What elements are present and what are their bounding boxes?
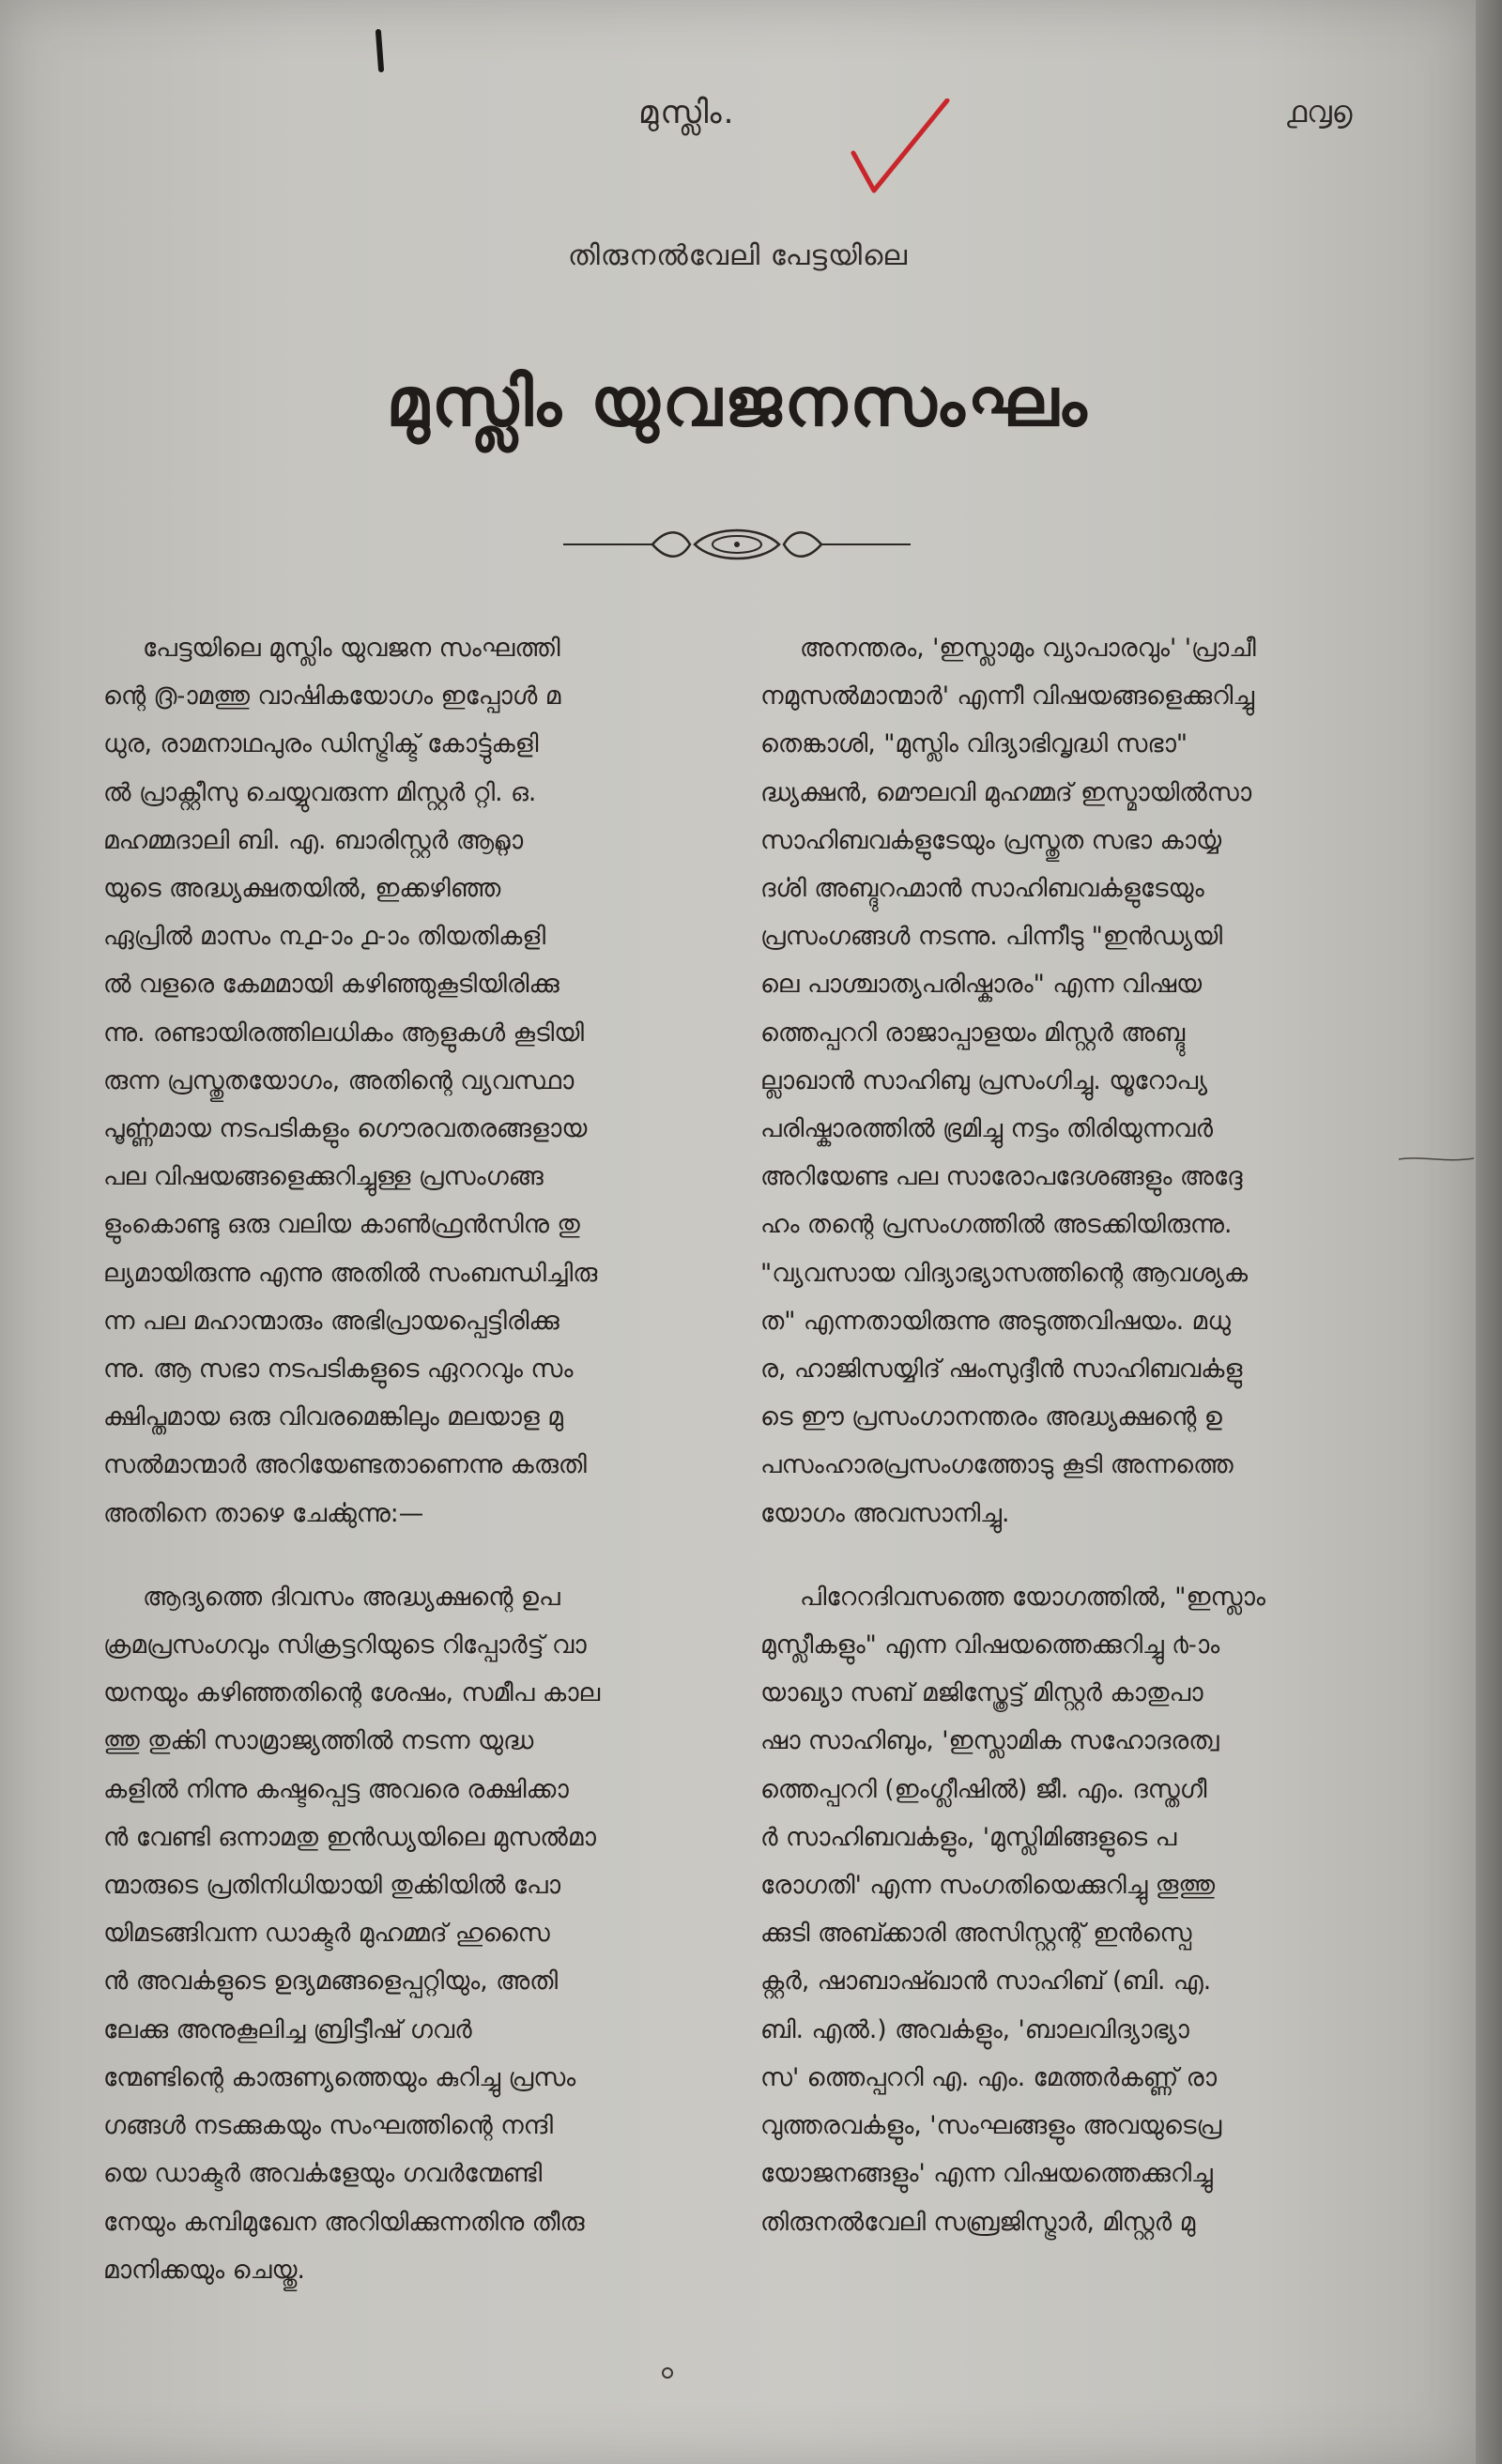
text-line: അനന്തരം, 'ഇസ്ലാമും വ്യാപാരവും' 'പ്രാചീ — [800, 634, 1256, 663]
text-line: യനയും കഴിഞ്ഞതിന്റെ ശേഷം, സമീപ കാല — [103, 1678, 601, 1708]
text-line: ത്തെപ്പററി രാജാപ്പാളയം മിസ്റ്റർ അബ്ദു — [760, 1018, 1186, 1048]
text-line: യാഖ്യാ സബ് മജിസ്ത്രേട്ട് മിസ്റ്റർ കാതുപാ — [760, 1678, 1203, 1708]
text-line: ധുര, രാമനാഥപുരം ഡിസ്ട്രിക്ട് കോൎട്ടുകളി — [103, 729, 539, 759]
text-line: ല്ലാഖാൻ സാഹിബു പ്രസംഗിച്ചു. യൂറോപ്യ — [760, 1065, 1208, 1095]
right-column — [760, 624, 1418, 2246]
text-line: ർ സാഹിബവൎകളും, 'മുസ്ലിമിങ്ങളുടെ പ — [760, 1822, 1177, 1852]
text-line: ദ്ധ്യക്ഷൻ, മൌലവി മുഹമ്മദ് ഇസ്മായിൽസാ — [760, 777, 1252, 807]
right-paragraph-1 — [760, 624, 1418, 1538]
left-paragraph-1 — [103, 624, 760, 1538]
text-line: ന്മേണ്ടിന്റെ കാരുണ്യത്തെയും കുറിച്ചു പ്രസം — [103, 2062, 576, 2092]
text-line: അതിനെ താഴെ ചേൎക്കുന്നു:— — [103, 1498, 424, 1528]
text-line: രുന്ന പ്രസ്തുതയോഗം, അതിന്റെ വ്യവസ്ഥാ — [103, 1065, 575, 1095]
text-line: പൂൎണ്ണമായ നടപടികളും ഗൌരവതരങ്ങളായ — [103, 1114, 588, 1144]
running-title: മുസ്ലിം. — [638, 94, 736, 131]
text-line: ടെ ഈ പ്രസംഗാനന്തരം അദ്ധ്യക്ഷന്റെ ഉ — [760, 1402, 1222, 1432]
text-line: ൻ വേണ്ടി ഒന്നാമതു ഇൻഡ്യയിലെ മുസൽമാ — [103, 1822, 596, 1852]
text-line: ത്തെപ്പററി (ഇംഗ്ലീഷിൽ) ജീ. എം. ദസ്തഗീ — [760, 1774, 1207, 1804]
text-line: ക്ഷിപ്തമായ ഒരു വിവരമെങ്കിലും മലയാള മു — [103, 1402, 563, 1432]
text-line: ന്മാരുടെ പ്രതിനിധിയായി തുൎക്കിയിൽ പോ — [103, 1871, 561, 1901]
left-column — [103, 624, 760, 2294]
text-line: ഹം തന്റെ പ്രസംഗത്തിൽ അടക്കിയിരുന്നു. — [760, 1210, 1233, 1240]
text-line: ല്യമായിരുന്നു എന്നു അതിൽ സംബന്ധിച്ചിരു — [103, 1258, 598, 1288]
text-line: നമുസൽമാന്മാർ' എന്നീ വിഷയങ്ങളെക്കുറിച്ചു — [760, 681, 1255, 712]
text-line: ബി. എൽ.) അവൎകളും, 'ബാലവിദ്യാഭ്യാ — [760, 2014, 1189, 2044]
book-edge — [1476, 0, 1502, 2464]
left-paragraph-2 — [103, 1573, 760, 2294]
text-line: യെ ഡാക്ടർ അവൎകളേയും ഗവർന്മേണ്ടി — [103, 2159, 543, 2189]
decorative-ornament-icon — [563, 521, 911, 568]
text-line: ദൎശി അബ്ദുറഹ്മാൻ സാഹിബവൎകളുടേയും — [760, 874, 1204, 904]
pencil-mark-icon — [371, 28, 390, 80]
text-line: യോഗം അവസാനിച്ചു. — [760, 1498, 1010, 1528]
text-line: മുസ്ലീകളും" എന്ന വിഷയത്തെക്കുറിച്ചു ൪-ാം — [760, 1630, 1220, 1661]
text-line: വുത്തരവൎകളും, 'സംഘങ്ങളും അവയുടെപ്ര — [760, 2111, 1222, 2141]
text-line: രോഗതി' എന്ന സംഗതിയെക്കുറിച്ചു തൂത്തു — [760, 1871, 1216, 1901]
text-line: ത" എന്നതായിരുന്നു അടുത്തവിഷയം. മധു — [760, 1306, 1231, 1336]
text-line: യിമടങ്ങിവന്ന ഡാക്ടർ മുഹമ്മദ് ഹുസൈ — [103, 1919, 550, 1949]
text-line: ന്റെ ൫-ാമത്തു വാൎഷികയോഗം ഇപ്പോൾ മ — [103, 681, 561, 712]
text-line: സാഹിബവൎകളുടേയും പ്രസ്തുത സഭാ കാൎയ്യ — [760, 825, 1222, 855]
text-line: ൽ വളരെ കേമമായി കഴിഞ്ഞുകൂടിയിരിക്കു — [103, 970, 559, 1000]
text-line: തിരുനൽവേലി സബ്രജിസ്ട്രാർ, മിസ്റ്റർ മു — [760, 2207, 1196, 2237]
check-mark-icon — [850, 99, 953, 202]
text-line: ളുംകൊണ്ടു ഒരു വലിയ കാൺഫ്രൻസിനു തു — [103, 1210, 580, 1240]
text-line: തെങ്കാശി, "മുസ്ലിം വിദ്യാഭിവൃദ്ധി സഭാ" — [760, 729, 1188, 759]
text-line: യുടെ അദ്ധ്യക്ഷതയിൽ, ഇക്കഴിഞ്ഞ — [103, 874, 501, 904]
margin-line-mark-icon — [1399, 1150, 1474, 1169]
text-line: ലേക്കു അനുകൂലിച്ച ബ്രിട്ടീഷ് ഗവർ — [103, 2014, 472, 2044]
article-kicker: തിരുനൽവേലി പേട്ടയിലെ — [567, 239, 909, 272]
text-line: ന്നു. രണ്ടായിരത്തിലധികം ആളുകൾ കൂടിയി — [103, 1018, 585, 1048]
text-line: ഗങ്ങൾ നടക്കുകയും സംഘത്തിന്റെ നന്ദി — [103, 2111, 554, 2141]
text-line: മഹമ്മദാലി ബി. എ. ബാരിസ്റ്റർ ആറ്റ്ലാ — [103, 825, 524, 855]
text-line: പസംഹാരപ്രസംഗത്തോടു കൂടി അന്നത്തെ — [760, 1450, 1234, 1480]
text-line: യോജനങ്ങളും' എന്ന വിഷയത്തെക്കുറിച്ചു — [760, 2159, 1213, 2189]
text-line: നേയും കമ്പിമുഖേന അറിയിക്കുന്നതിനു തീരു — [103, 2207, 585, 2237]
page-number: ൧൮൭ — [1286, 94, 1353, 130]
text-line: ന്ന പല മഹാന്മാരും അഭിപ്രായപ്പെട്ടിരിക്കു — [103, 1306, 559, 1336]
text-line: പ്രസംഗങ്ങൾ നടന്നു. പിന്നീടു "ഇൻഡ്യയി — [760, 922, 1223, 952]
text-line: പരിഷ്കാരത്തിൽ ഭ്രമിച്ചു നട്ടം തിരിയുന്നവർ — [760, 1114, 1214, 1144]
text-line: ലെ പാശ്ചാത്യപരിഷ്കാരം" എന്ന വിഷയ — [760, 970, 1203, 1000]
text-line: ഷാ സാഹിബും, 'ഇസ്ലാമിക സഹോദരത്വ — [760, 1726, 1219, 1756]
text-line: പേട്ടയിലെ മുസ്ലിം യുവജന സംഘത്തി — [143, 634, 560, 663]
page-bottom-dot — [662, 2367, 673, 2379]
text-line: ന്നു. ആ സഭാ നടപടികളുടെ ഏററവും സം — [103, 1354, 574, 1385]
text-line: "വ്യവസായ വിദ്യാഭ്യാസത്തിന്റെ ആവശ്യക — [760, 1258, 1249, 1288]
text-line: ര, ഹാജിസയ്യിദ് ഷംസുദ്ദീൻ സാഹിബവൎകളു — [760, 1354, 1243, 1385]
right-paragraph-2 — [760, 1573, 1418, 2246]
text-line: ക്രമപ്രസംഗവും സിക്രട്ടറിയുടെ റിപ്പോർട്ട് വാ — [103, 1630, 587, 1661]
text-line: ൻ അവൎകളുടെ ഉദ്യമങ്ങളെപ്പറ്റിയും, അതി — [103, 1967, 559, 1997]
article-title: മുസ്ലിം യുവജനസംഘം — [386, 361, 1090, 441]
text-line: ക്കുടി അബ്ക്കാരി അസിസ്റ്റന്റ് ഇൻസ്പെ — [760, 1919, 1192, 1949]
text-line: ആദ്യത്തെ ദിവസം അദ്ധ്യക്ഷന്റെ ഉപ — [143, 1582, 560, 1612]
text-line: അറിയേണ്ട പല സാരോപദേശങ്ങളും അദ്ദേ — [760, 1162, 1243, 1192]
text-line: ക്റ്റർ, ഷാബാഷ്ഖാൻ സാഹിബ് (ബി. എ. — [760, 1967, 1212, 1997]
text-line: മാനിക്കയും ചെയ്തു. — [103, 2255, 305, 2285]
text-line: സൽമാന്മാർ അറിയേണ്ടതാണെന്നു കരുതി — [103, 1450, 587, 1480]
text-line: സ' ത്തെപ്പററി എ. എം. മേത്തർകണ്ണ് രാ — [760, 2062, 1218, 2092]
page-header — [0, 89, 1476, 145]
text-line: പിറേറദിവസത്തെ യോഗത്തിൽ, "ഇസ്ലാം — [800, 1582, 1265, 1612]
text-line: ൽ പ്രാക്റ്റീസു ചെയ്യുവരുന്ന മിസ്റ്റർ റ്റി. ഒ. — [103, 777, 537, 807]
text-line: ഏപ്രിൽ മാസം ൩൧-ാം ൧-ാം തിയതികളി — [103, 922, 546, 952]
text-line: കളിൽ നിന്നു കഷ്ടപ്പെട്ട അവരെ രക്ഷിക്കാ — [103, 1774, 569, 1804]
text-line: പല വിഷയങ്ങളെക്കുറിച്ചുള്ള പ്രസംഗങ്ങ — [103, 1162, 544, 1192]
text-line: ത്തു തുൎക്കി സാമ്രാജ്യത്തിൽ നടന്ന യുദ്ധ — [103, 1726, 534, 1756]
